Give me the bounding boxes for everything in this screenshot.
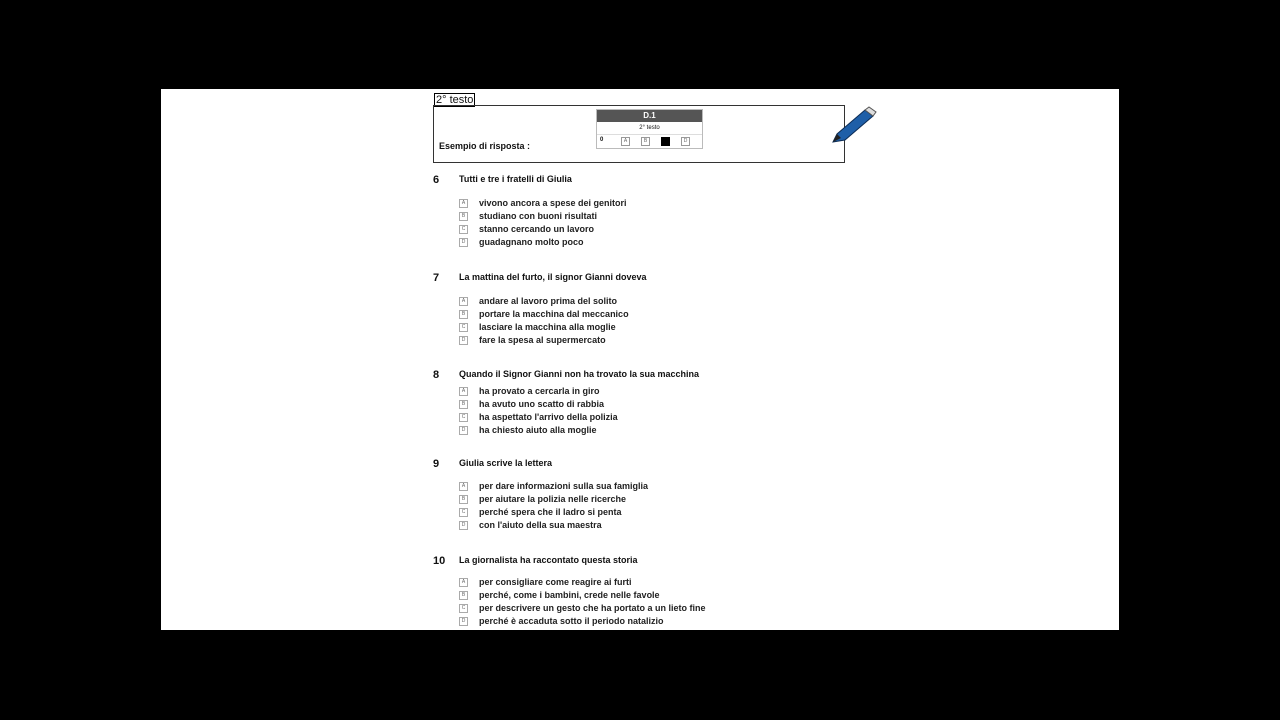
option-text: ha chiesto aiuto alla moglie [479, 425, 597, 435]
option-text: per dare informazioni sulla sua famiglia [479, 481, 649, 491]
section-label: 2° testo [436, 94, 474, 106]
option-letter-box[interactable]: C [459, 508, 468, 517]
option-letter-box[interactable]: D [459, 238, 468, 247]
option-text: portare la macchina dal meccanico [479, 309, 629, 319]
option-letter-box[interactable]: B [459, 212, 468, 221]
option-letter-box[interactable]: C [459, 604, 468, 613]
document-page [161, 89, 1119, 630]
option-letter-box[interactable]: D [459, 336, 468, 345]
option-text: per consigliare come reagire ai furti [479, 577, 632, 587]
question-text: La mattina del furto, il signor Gianni doveva [459, 272, 647, 282]
option-letter-box[interactable]: A [459, 297, 468, 306]
question-text: Giulia scrive la lettera [459, 458, 553, 468]
option-text: ha avuto uno scatto di rabbia [479, 399, 605, 409]
option-text: ha aspettato l'arrivo della polizia [479, 412, 618, 422]
option-letter-box[interactable]: A [459, 578, 468, 587]
pen-icon [827, 106, 877, 146]
option-text: per aiutare la polizia nelle ricerche [479, 494, 627, 504]
option-letter-box[interactable]: B [459, 591, 468, 600]
card-option-c-filled [661, 137, 670, 146]
option-text: andare al lavoro prima del solito [479, 296, 618, 306]
question-text: La giornalista ha raccontato questa storia [459, 555, 638, 565]
option-letter-box[interactable]: C [459, 225, 468, 234]
option-text: perché è accaduta sotto il periodo natalizio [479, 616, 664, 626]
option-letter-box[interactable]: A [459, 199, 468, 208]
option-letter-box[interactable]: B [459, 400, 468, 409]
option-text: con l'aiuto della sua maestra [479, 520, 602, 530]
option-text: fare la spesa al supermercato [479, 335, 606, 345]
option-text: ha provato a cercarla in giro [479, 386, 600, 396]
card-option-a: A [621, 137, 630, 146]
option-text: guadagnano molto poco [479, 237, 584, 247]
question-number: 8 [433, 369, 440, 381]
question-number: 7 [433, 272, 440, 284]
option-letter-box[interactable]: B [459, 495, 468, 504]
option-text: perché, come i bambini, crede nelle favole [479, 590, 660, 600]
option-letter-box[interactable]: D [459, 426, 468, 435]
card-subtitle: 2° testo [597, 122, 702, 135]
question-number: 6 [433, 174, 440, 186]
option-text: studiano con buoni risultati [479, 211, 597, 221]
option-letter-box[interactable]: A [459, 387, 468, 396]
option-letter-box[interactable]: D [459, 521, 468, 530]
option-text: per descrivere un gesto che ha portato a un lieto fine [479, 603, 706, 613]
option-letter-box[interactable]: B [459, 310, 468, 319]
option-letter-box[interactable]: C [459, 323, 468, 332]
option-text: perché spera che il ladro si penta [479, 507, 622, 517]
question-number: 10 [433, 555, 446, 567]
card-title: D.1 [597, 110, 702, 122]
option-letter-box[interactable]: D [459, 617, 468, 626]
option-text: lasciare la macchina alla moglie [479, 322, 616, 332]
option-letter-box[interactable]: A [459, 482, 468, 491]
example-box [433, 105, 845, 163]
question-number: 9 [433, 458, 440, 470]
option-letter-box[interactable]: C [459, 413, 468, 422]
card-option-b: B [641, 137, 650, 146]
card-option-d: D [681, 137, 690, 146]
option-text: vivono ancora a spese dei genitori [479, 198, 627, 208]
card-number: 0 [600, 137, 604, 143]
example-label: Esempio di risposta : [439, 141, 531, 151]
question-text: Quando il Signor Gianni non ha trovato la sua macchina [459, 369, 700, 379]
option-text: stanno cercando un lavoro [479, 224, 595, 234]
answer-card [596, 109, 703, 149]
question-text: Tutti e tre i fratelli di Giulia [459, 174, 572, 184]
card-row [597, 135, 702, 147]
